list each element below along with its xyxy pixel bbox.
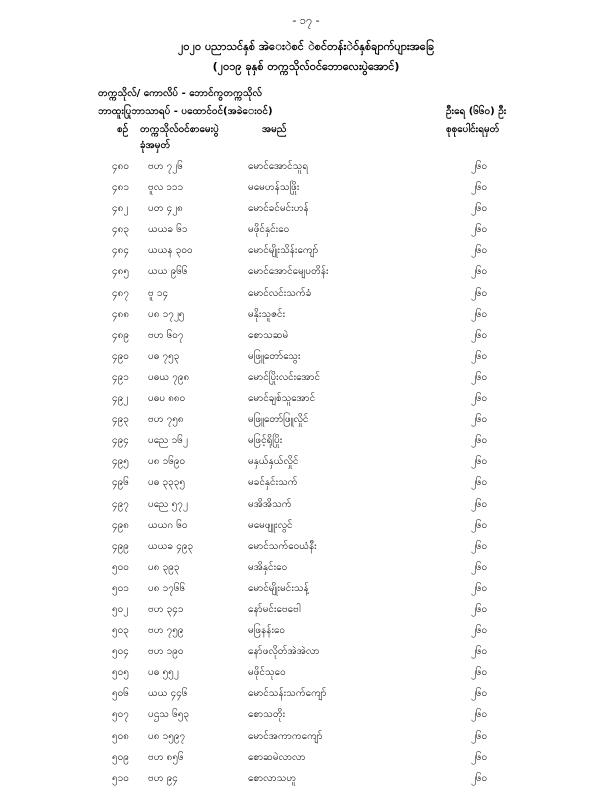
exam-seat-number: ပဓ ၇၅၃ xyxy=(148,350,180,362)
table-row xyxy=(0,518,612,539)
row-number: ၅၀၄ xyxy=(112,646,129,658)
table-row xyxy=(0,454,612,475)
student-name: မောင်ပြိုးလင်းအောင် xyxy=(248,371,321,383)
total-marks: ၂၆၀ xyxy=(471,350,488,362)
student-name: မောင်ခင်မင်းဟန် xyxy=(248,203,309,215)
total-marks: ၂၆၀ xyxy=(471,371,488,383)
total-marks: ၂၆၀ xyxy=(471,414,488,426)
major-label: ဘာထူးပြုဘာသာရပ် - ပထောင်ဝင်(အခဲေးဝင်) xyxy=(98,106,273,117)
total-marks: ၂၆၀ xyxy=(471,688,488,700)
total-marks: ၂၆၀ xyxy=(471,582,488,594)
table-row xyxy=(0,328,612,349)
table-row xyxy=(0,201,612,222)
row-number: ၄၉၇ xyxy=(112,498,129,510)
table-row xyxy=(0,222,612,243)
university-label: တက္ကသိုလ်/ ကောလိပ် - ဘောင်ကွတက္ကသိုလ် xyxy=(98,88,262,99)
table-row xyxy=(0,370,612,391)
exam-seat-number: ယယခ ၄၉၃ xyxy=(148,540,194,552)
total-marks: ၂၆၀ xyxy=(471,308,488,320)
exam-seat-number: ပဓ ၃၃၃၅ xyxy=(148,477,186,489)
exam-seat-number: ယယခ ၆၁ xyxy=(148,224,188,236)
exam-seat-number: ဗူလ ၁၁၁ xyxy=(148,182,184,194)
row-number: ၄၉၃ xyxy=(112,414,129,426)
exam-seat-number: ယယန ၃၀၀ xyxy=(148,245,193,257)
total-marks: ၂၆၀ xyxy=(471,561,488,573)
row-number: ၅၀၇ xyxy=(112,709,129,721)
student-name: မဖြင့်ရိုပြိုး xyxy=(248,435,283,447)
total-count-label: ဦးရေ (၆၆၀) ဦး xyxy=(446,106,507,117)
student-name: နော်မင်းဗေဗေါ xyxy=(248,603,301,615)
column-header-seat-number: ခုံအမှတ် xyxy=(140,140,171,151)
table-row xyxy=(0,644,612,665)
table-row xyxy=(0,307,612,328)
table-row xyxy=(0,475,612,496)
table-row xyxy=(0,665,612,686)
total-marks: ၂၆၀ xyxy=(471,329,488,341)
table-row xyxy=(0,750,612,771)
table-row xyxy=(0,771,612,792)
student-name: မဖြူတော်ဖြူလှိုင် xyxy=(248,414,309,426)
column-header-no: စဉ် xyxy=(117,124,129,135)
row-number: ၅၀၃ xyxy=(112,625,129,637)
student-name: မဖိုင်သုဝေ xyxy=(248,667,286,679)
exam-seat-number: ယယ ၉၆၆ xyxy=(148,266,188,278)
total-marks: ၂၆၀ xyxy=(471,751,488,763)
total-marks: ၂၆၀ xyxy=(471,772,488,784)
exam-seat-number: ပ၈ ၁၇၂၅ xyxy=(148,308,185,320)
total-marks: ၂၆၀ xyxy=(471,603,488,615)
total-marks: ၂၆၀ xyxy=(471,182,488,194)
row-number: ၄၉၈ xyxy=(112,519,129,531)
table-row xyxy=(0,539,612,560)
total-marks: ၂၆၀ xyxy=(471,435,488,447)
student-name: စောဆမဲလာလာ xyxy=(248,751,306,763)
student-name: မောင်အောင်သူရ xyxy=(248,161,309,172)
document-title: ၂၀၂၀ ပညာသင်နှစ် အဲေးဲစင် ဲစင်တန်းဲဝ်နှစ်ချာက်ပျားအခြေ xyxy=(177,40,435,53)
total-marks: ၂၆၀ xyxy=(471,456,488,468)
row-number: ၄၉၅ xyxy=(112,456,129,468)
exam-seat-number: ဗဟ ၃၄၁ xyxy=(148,603,184,615)
total-marks: ၂၆၀ xyxy=(471,287,488,299)
total-marks: ၂၆၀ xyxy=(471,667,488,679)
exam-seat-number: ဗဟ ၉၄ xyxy=(148,772,178,784)
exam-seat-number: ဗဟ ၇၂၆ xyxy=(148,161,183,172)
student-name: မမေဖျူးလွင် xyxy=(248,519,293,531)
total-marks: ၂၆၀ xyxy=(471,709,488,721)
row-number: ၄၈၄ xyxy=(112,245,129,257)
student-name: စောသဆမဲ xyxy=(248,329,289,341)
student-name: မနှယ်နှယ်လှိုင် xyxy=(248,456,299,468)
row-number: ၄၈၀ xyxy=(112,161,129,172)
total-marks: ၂၆၀ xyxy=(471,393,488,405)
total-marks: ၂၆၀ xyxy=(471,646,488,658)
exam-seat-number: ပ၈ ၁၅၉၇ xyxy=(148,730,186,742)
row-number: ၅၀၅ xyxy=(112,667,129,679)
student-name: မောင်လင်းသက်ခံ xyxy=(248,287,312,299)
student-name: မဖိုင်နှင်းဝေ xyxy=(248,224,290,236)
student-name: မောင်သန်းသက်ကျော် xyxy=(248,688,327,700)
table-row xyxy=(0,412,612,433)
exam-seat-number: ပဓပ ၈၈၀ xyxy=(148,393,186,405)
total-marks: ၂၆၀ xyxy=(471,498,488,510)
table-row xyxy=(0,581,612,602)
student-name: မနိုးသူဇင်း xyxy=(248,308,286,320)
row-number: ၄၉၂ xyxy=(112,393,129,405)
total-marks: ၂၆၀ xyxy=(471,730,488,742)
table-row xyxy=(0,264,612,285)
row-number: ၄၉၀ xyxy=(112,350,129,362)
row-number: ၅၀၂ xyxy=(112,603,129,615)
row-number: ၄၉၄ xyxy=(112,435,129,447)
student-name: မဖြူတော်သွေး xyxy=(248,350,301,362)
table-row xyxy=(0,602,612,623)
row-number: ၄၉၉ xyxy=(112,540,129,552)
row-number: ၄၈၈ xyxy=(112,308,130,320)
exam-seat-number: ပတ ၄၂၈ xyxy=(148,203,183,215)
page-number: - ၁၇ - xyxy=(292,14,320,27)
row-number: ၅၀၉ xyxy=(112,751,129,763)
table-row xyxy=(0,349,612,370)
student-name: မောင်မျိုးသိန်းကျော် xyxy=(248,245,319,257)
total-marks: ၂၆၀ xyxy=(471,266,488,278)
row-number: ၅၀၁ xyxy=(112,582,129,594)
exam-seat-number: ဗဟ ၈၅၆ xyxy=(148,751,184,763)
student-name: နော်ဖလိုတ်အဲအဲလာ xyxy=(248,646,320,658)
table-row xyxy=(0,729,612,750)
row-number: ၄၈၅ xyxy=(112,266,129,278)
total-marks: ၂၆၀ xyxy=(471,161,488,172)
table-row xyxy=(0,286,612,307)
exam-seat-number: ယယ ၄၄၆ xyxy=(148,688,188,700)
total-marks: ၂၆၀ xyxy=(471,245,488,257)
exam-seat-number: ပ၈ ၁၆၉၀ xyxy=(148,456,186,468)
student-name: စောလာသဟူ xyxy=(248,772,297,784)
exam-seat-number: ဗူ ၁၄ xyxy=(148,287,169,299)
total-marks: ၂၆၀ xyxy=(471,203,488,215)
row-number: ၄၈၉ xyxy=(112,329,129,341)
table-row xyxy=(0,623,612,644)
student-name: မခင်နှင်းသက် xyxy=(248,477,298,489)
row-number: ၄၈၂ xyxy=(112,203,129,215)
table-row xyxy=(0,391,612,412)
row-number: ၅၀၀ xyxy=(112,561,129,573)
student-name: မောင်မျိုးမင်းသန့် xyxy=(248,582,309,594)
total-marks: ၂၆၀ xyxy=(471,625,488,637)
student-name: မမေဟန်သဖြိုး xyxy=(248,182,300,194)
row-number: ၄၉၆ xyxy=(112,477,129,489)
exam-seat-number: ယယဂ ၆၀ xyxy=(148,519,188,531)
exam-seat-number: ပညေ ၅၇၂ xyxy=(148,498,188,510)
table-row xyxy=(0,497,612,518)
exam-seat-number: ဗဟ ၇၅၉ xyxy=(148,625,184,637)
student-name: မအိအိသက် xyxy=(248,498,292,510)
row-number: ၄၈၁ xyxy=(112,182,129,194)
table-row xyxy=(0,560,612,581)
table-row xyxy=(0,433,612,454)
total-marks: ၂၆၀ xyxy=(471,519,488,531)
table-row xyxy=(0,243,612,264)
column-header-exam-code: တက္ကသိုလ်ဝင်စာမေးပွဲ xyxy=(140,124,219,135)
total-marks: ၂၆၀ xyxy=(471,224,488,236)
row-number: ၅၀၈ xyxy=(112,730,129,742)
student-name: မဖြနန်းဝေ xyxy=(248,625,286,637)
table-row xyxy=(0,159,612,180)
student-name: မောင်အောင်မျေပတိန်း xyxy=(248,266,329,278)
exam-seat-number: ပဌသ ၆၅၃ xyxy=(148,709,189,721)
exam-seat-number: ဗဟ ၆၀၇ xyxy=(148,329,184,341)
row-number: ၅၁၀ xyxy=(112,772,129,784)
row-number: ၄၈၇ xyxy=(112,287,129,299)
student-name: မအိနှင်းဝေ xyxy=(248,561,288,573)
exam-seat-number: ပဓယ ၇၉၈ xyxy=(148,371,190,383)
table-row xyxy=(0,707,612,728)
exam-seat-number: ပ၈ ၁၇၆၆ xyxy=(148,582,186,594)
row-number: ၅၀၆ xyxy=(112,688,129,700)
exam-seat-number: ဗဟ ၁၉၀ xyxy=(148,646,184,658)
exam-seat-number: ပညေ ၁၆၂ xyxy=(148,435,188,447)
document-subtitle: (၂၀၁၉ ခုနှစ် တက္ကသိုလ်ဝင်ဘောလေးပွဲအောင်) xyxy=(212,60,400,73)
row-number: ၄၈၃ xyxy=(112,224,129,236)
student-list xyxy=(0,159,612,792)
student-name: မောင်အကာကကျော် xyxy=(248,730,323,742)
exam-seat-number: ဗဟ ၇၅၈ xyxy=(148,414,184,426)
row-number: ၄၉၁ xyxy=(112,371,129,383)
total-marks: ၂၆၀ xyxy=(471,540,488,552)
student-name: စောသတိုး xyxy=(248,709,286,721)
table-row xyxy=(0,686,612,707)
student-name: မောင်ချစ်သူအောင် xyxy=(248,393,316,405)
table-row xyxy=(0,180,612,201)
total-marks: ၂၆၀ xyxy=(471,477,488,489)
exam-seat-number: ပဓ ၅၅၂ xyxy=(148,667,179,679)
student-name: မောင်သက်ဝေယံနီး xyxy=(248,540,317,552)
column-header-total-marks: စုစုပေါင်းရမှတ် xyxy=(446,124,500,135)
column-header-name: အမည် xyxy=(262,124,287,135)
exam-seat-number: ပ၈ ၃၉၃ xyxy=(148,561,180,573)
